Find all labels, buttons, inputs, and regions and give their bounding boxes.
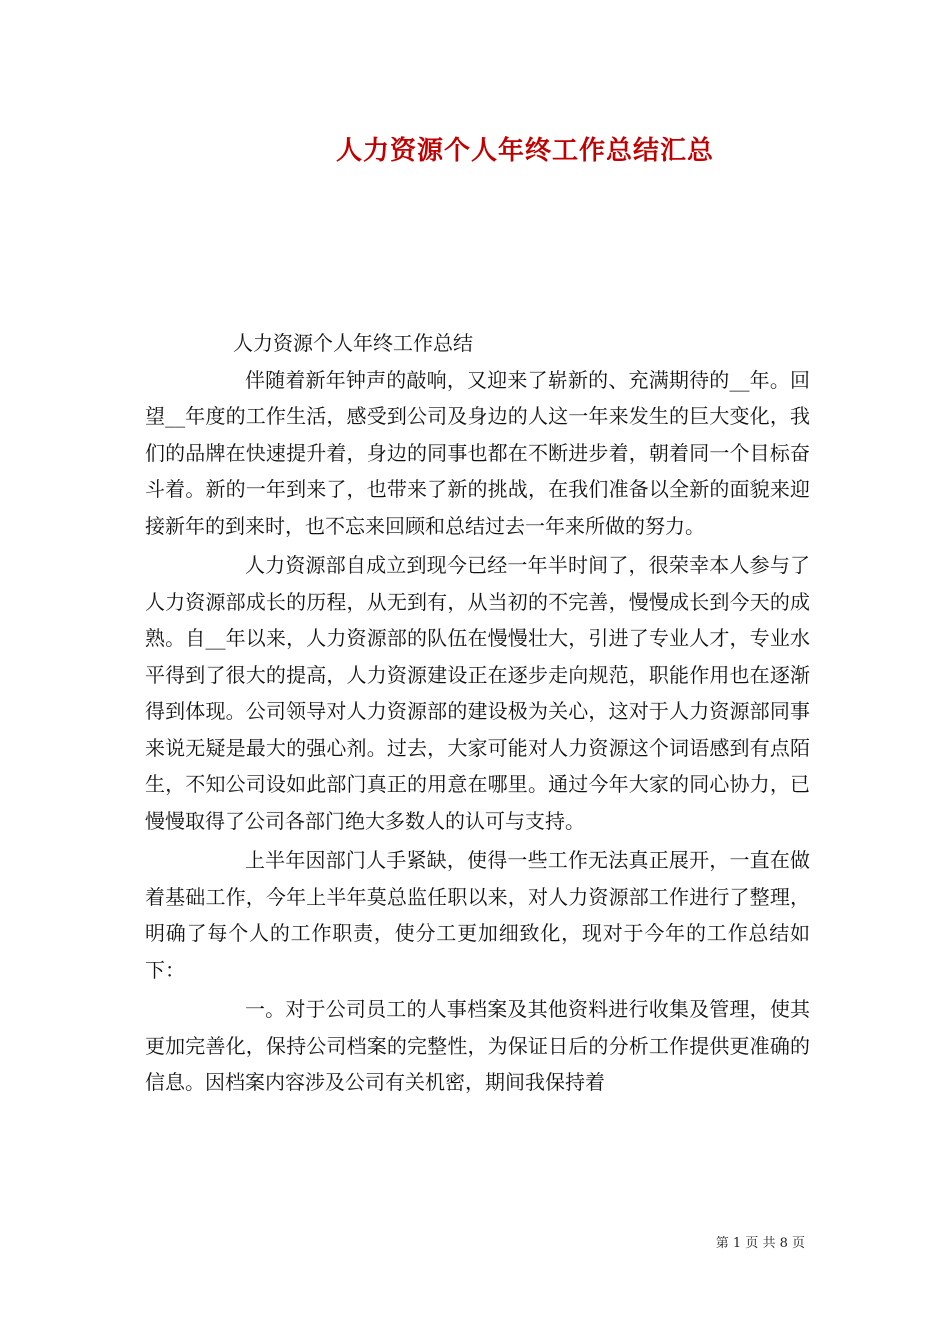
paragraph-intro: 伴随着新年钟声的敲响，又迎来了崭新的、充满期待的__年。回望__年度的工作生活，感受到公司及身边的人这一年来发生的巨大变化，我们的品牌在快速提升着，身边的同事也都在不断进步着，朝着同一个目标奋斗着。新的一年到来了，也带来了新的挑战，在我们准备以全新的面貌来迎接新年的到来时，也不忘来回顾和总结过去一年来所做的努力。 [145, 367, 810, 538]
document-title: 人力资源个人年终工作总结汇总 [335, 136, 714, 166]
page-number-footer: 第 1 页 共 8 页 [715, 1236, 805, 1251]
paragraph-department-history: 人力资源部自成立到现今已经一年半时间了，很荣幸本人参与了人力资源部成长的历程，从无到有，从当初的不完善，慢慢成长到今天的成熟。自__年以来，人力资源部的队伍在慢慢壮大，引进了专业人才，专业水平得到了很大的提高，人力资源建设正在逐步走向规范，职能作用也在逐渐得到体现。公司领导对人力资源部的建设极为关心，这对于人力资源部同事来说无疑是最大的强心剂。过去，大家可能对人力资源这个词语感到有点陌生，不知公司设如此部门真正的用意在哪里。通过今年大家的同心协力，已慢慢取得了公司各部门绝大多数人的认可与支持。 [145, 553, 810, 833]
paragraph-first-half-year: 上半年因部门人手紧缺，使得一些工作无法真正展开，一直在做着基础工作，今年上半年莫总监任职以来，对人力资源部工作进行了整理，明确了每个人的工作职责，使分工更加细致化，现对于今年的工作总结如下： [145, 848, 810, 982]
document-body [145, 325, 810, 1104]
document-subtitle: 人力资源个人年终工作总结 [233, 331, 473, 355]
paragraph-item-one: 一。对于公司员工的人事档案及其他资料进行收集及管理，使其更加完善化，保持公司档案的完整性，为保证日后的分析工作提供更准确的信息。因档案内容涉及公司有关机密，期间我保持着 [145, 997, 810, 1094]
